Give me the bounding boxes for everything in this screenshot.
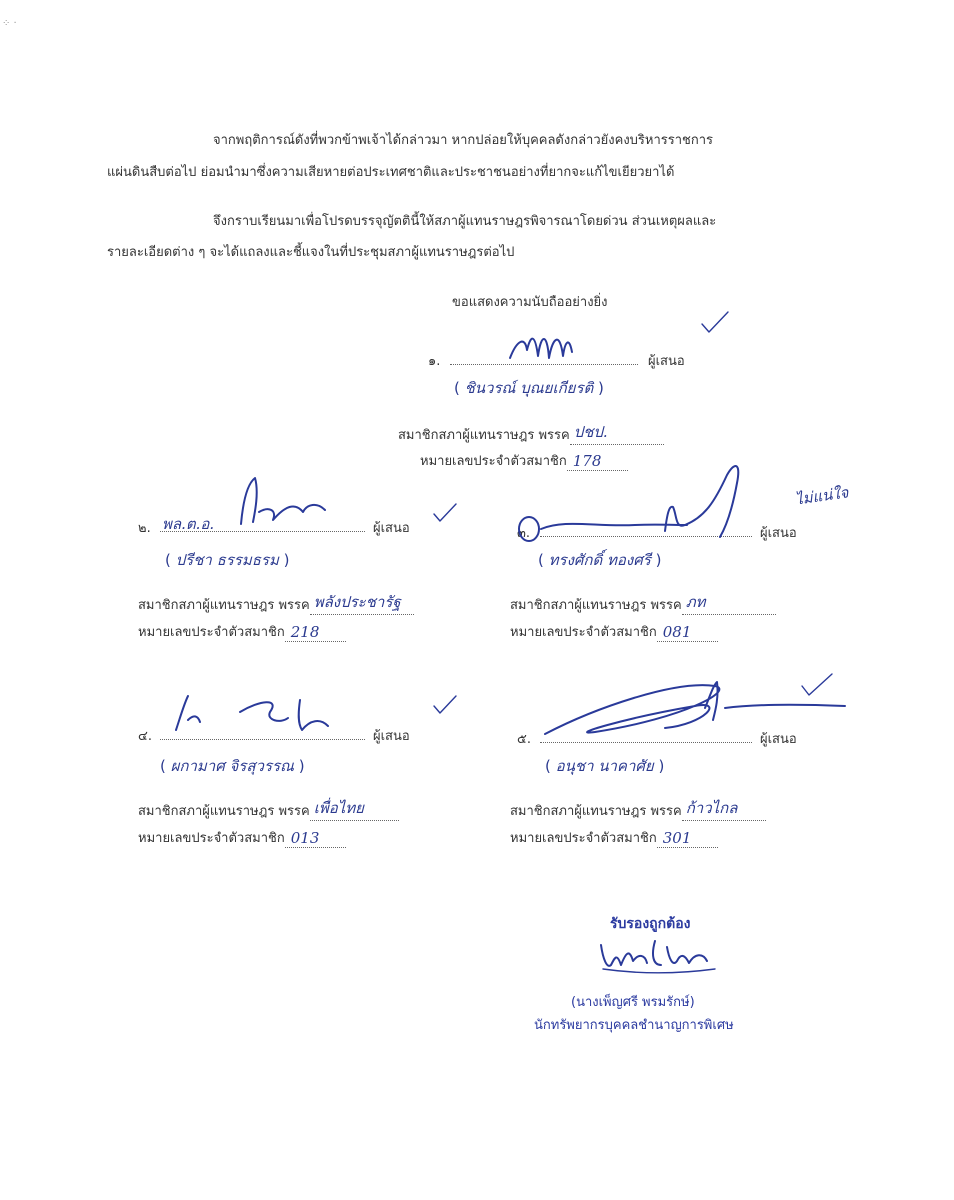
signer-1-proposer-label: ผู้เสนอ: [648, 354, 685, 369]
signer-2-memberno: 218: [285, 623, 346, 642]
signer-5-party-line: [510, 796, 766, 821]
para1-line1: จากพฤติการณ์ดังที่พวกข้าพเจ้าได้กล่าวมา หากปล่อยให้บุคคลดังกล่าวยังคงบริหารราชการ: [213, 133, 714, 148]
signer-1-memberno-label: หมายเลขประจำตัวสมาชิก: [420, 454, 567, 469]
certifier-signature: [595, 935, 725, 977]
check-mark-1: [700, 310, 730, 334]
signer-3-party-line: [510, 590, 776, 615]
signer-2-signature: [225, 472, 335, 532]
signer-2-proposer-label: ผู้เสนอ: [373, 521, 410, 536]
signer-5-proposer-label: ผู้เสนอ: [760, 732, 797, 747]
signer-1-number: ๑.: [428, 354, 441, 369]
signer-1-signature: [505, 330, 585, 370]
signer-5-party: ก้าวไกล: [682, 796, 766, 821]
closing-line: ขอแสดงความนับถืออย่างยิ่ง: [452, 295, 608, 310]
signer-1-memberno: 178: [567, 452, 628, 471]
signer-2-party-line: [138, 590, 414, 615]
corner-specks: ⁘ ·: [2, 18, 17, 29]
signer-2-memberno-line: [138, 621, 346, 642]
certification-title: รับรองถูกต้อง: [610, 916, 691, 932]
signer-2-name-line: ( ปรีชา ธรรมธรม ): [165, 551, 290, 569]
signer-1-name-line: ( ชินวรณ์ บุณยเกียรติ ): [454, 379, 604, 397]
para1-line2: แผ่นดินสืบต่อไป ย่อมนำมาซึ่งความเสียหายต่อประเทศชาติและประชาชนอย่างที่ยากจะแก้ไขเยียวยาได้: [107, 165, 675, 180]
signer-3-memberno-line: [510, 621, 718, 642]
signer-1-party-label: สมาชิกสภาผู้แทนราษฎร พรรค: [398, 428, 570, 443]
signer-3-name: ทรงศักดิ์ ทองศรี: [548, 551, 651, 569]
certification-position: นักทรัพยากรบุคคลชำนาญการพิเศษ: [534, 1018, 734, 1033]
check-mark-2: [432, 502, 458, 524]
signer-3-party: ภท: [682, 590, 776, 615]
signer-4-party: เพื่อไทย: [310, 796, 399, 821]
signer-1-name: ชินวรณ์ บุณยเกียรติ: [464, 379, 594, 397]
signer-2-sig-text: พล.ต.อ.: [162, 515, 215, 533]
signer-3-name-line: ( ทรงศักดิ์ ทองศรี ): [538, 551, 662, 569]
signer-3-memberno-label: หมายเลขประจำตัวสมาชิก: [510, 625, 657, 640]
certification-name: (นางเพ็ญศรี พรมรักษ์): [571, 995, 695, 1010]
signer-2-name: ปรีชา ธรรมธรม: [175, 551, 279, 569]
signer-3-memberno: 081: [657, 623, 718, 642]
signer-4-memberno: 013: [285, 829, 346, 848]
signer-3-signature: [515, 455, 765, 545]
signer-3-proposer-label: ผู้เสนอ: [760, 526, 797, 541]
check-mark-5: [800, 672, 834, 698]
signer-3-margin-note: ไม่แน่ใจ: [794, 483, 850, 509]
signer-5-memberno-label: หมายเลขประจำตัวสมาชิก: [510, 831, 657, 846]
signer-2-number: ๒.: [138, 521, 151, 536]
signer-3-party-label: สมาชิกสภาผู้แทนราษฎร พรรค: [510, 598, 682, 613]
signer-4-signature: [170, 690, 350, 740]
signer-5-memberno-line: [510, 827, 718, 848]
signer-3-number: ๓.: [517, 526, 531, 541]
signer-4-memberno-line: [138, 827, 346, 848]
signer-5-party-label: สมาชิกสภาผู้แทนราษฎร พรรค: [510, 804, 682, 819]
para2-line2: รายละเอียดต่าง ๆ จะได้แถลงและชี้แจงในที่ประชุมสภาผู้แทนราษฎรต่อไป: [107, 245, 515, 260]
signer-4-proposer-label: ผู้เสนอ: [373, 729, 410, 744]
signer-2-party-label: สมาชิกสภาผู้แทนราษฎร พรรค: [138, 598, 310, 613]
signer-4-memberno-label: หมายเลขประจำตัวสมาชิก: [138, 831, 285, 846]
signer-4-party-line: [138, 796, 399, 821]
signer-5-name: อนุชา นาคาศัย: [555, 757, 654, 775]
signer-5-name-line: ( อนุชา นาคาศัย ): [545, 757, 665, 775]
signer-5-number: ๕.: [517, 732, 531, 747]
signer-2-memberno-label: หมายเลขประจำตัวสมาชิก: [138, 625, 285, 640]
check-mark-4: [432, 694, 458, 716]
signer-5-memberno: 301: [657, 829, 718, 848]
signer-1-party-line: [398, 420, 664, 445]
para2-line1: จึงกราบเรียนมาเพื่อโปรดบรรจุญัตตินี้ให้สภาผู้แทนราษฎรพิจารณาโดยด่วน ส่วนเหตุผลและ: [213, 214, 717, 229]
signer-2-party: พลังประชารัฐ: [310, 590, 414, 615]
signer-4-party-label: สมาชิกสภาผู้แทนราษฎร พรรค: [138, 804, 310, 819]
signer-4-name: ผกามาศ จิรสุวรรณ: [170, 757, 294, 775]
signer-4-number: ๔.: [138, 729, 152, 744]
signer-4-name-line: ( ผกามาศ จิรสุวรรณ ): [160, 757, 305, 775]
signer-1-party: ปชป.: [570, 420, 664, 445]
